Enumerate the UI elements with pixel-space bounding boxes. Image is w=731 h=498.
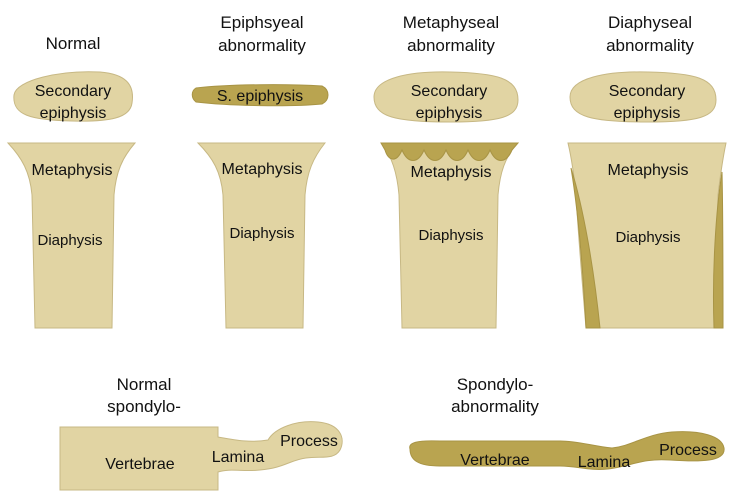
epiphyseal-diaphysis-label: Diaphysis <box>229 225 295 242</box>
title-metaphyseal-line1: Metaphyseal <box>402 13 500 32</box>
title-metaphyseal-line2: abnormality <box>407 36 495 55</box>
metaphyseal-epiphysis-label-line1: Secondary <box>410 83 488 100</box>
title-epiphyseal-line1: Epiphsyeal <box>220 13 304 32</box>
normal-metaphysis-label: Metaphysis <box>31 162 113 179</box>
normal-diaphysis-label: Diaphysis <box>37 232 103 249</box>
normal-epiphysis-label-line2: epiphysis <box>39 105 107 122</box>
title-normal: Normal <box>45 34 101 53</box>
normal-spondylo-vertebra <box>60 422 342 490</box>
normal-lamina-label: Lamina <box>211 449 265 466</box>
metaphyseal-metaphysis-label: Metaphysis <box>410 164 492 181</box>
title-diaphyseal-line1: Diaphyseal <box>607 13 693 32</box>
normal-process-label: Process <box>280 433 338 450</box>
diaphyseal-epiphysis-label-line1: Secondary <box>608 83 686 100</box>
epiphyseal-metaphysis-label: Metaphysis <box>221 161 303 178</box>
metaphyseal-diaphysis-label: Diaphysis <box>418 227 484 244</box>
normal-vertebrae-label: Vertebrae <box>105 456 175 473</box>
title-epiphyseal-line2: abnormality <box>218 36 306 55</box>
diaphyseal-diaphysis-label: Diaphysis <box>615 229 681 246</box>
abnormal-lamina-label: Lamina <box>577 454 631 471</box>
title-spondylo-abnormality-line1: Spondylo- <box>456 375 534 394</box>
abnormal-vertebrae-label: Vertebrae <box>460 452 530 469</box>
title-normal-spondylo-line2: spondylo- <box>107 397 181 416</box>
title-spondylo-abnormality-line2: abnormality <box>451 397 539 416</box>
metaphyseal-epiphysis-label-line2: epiphysis <box>415 105 483 122</box>
s-epiphysis-label: S. epiphysis <box>216 88 304 105</box>
diaphyseal-epiphysis-label-line2: epiphysis <box>613 105 681 122</box>
title-normal-spondylo-line1: Normal <box>116 375 172 394</box>
abnormal-process-label: Process <box>659 442 717 459</box>
diaphyseal-metaphysis-label: Metaphysis <box>607 162 689 179</box>
normal-epiphysis-label-line1: Secondary <box>34 83 112 100</box>
title-diaphyseal-line2: abnormality <box>606 36 694 55</box>
